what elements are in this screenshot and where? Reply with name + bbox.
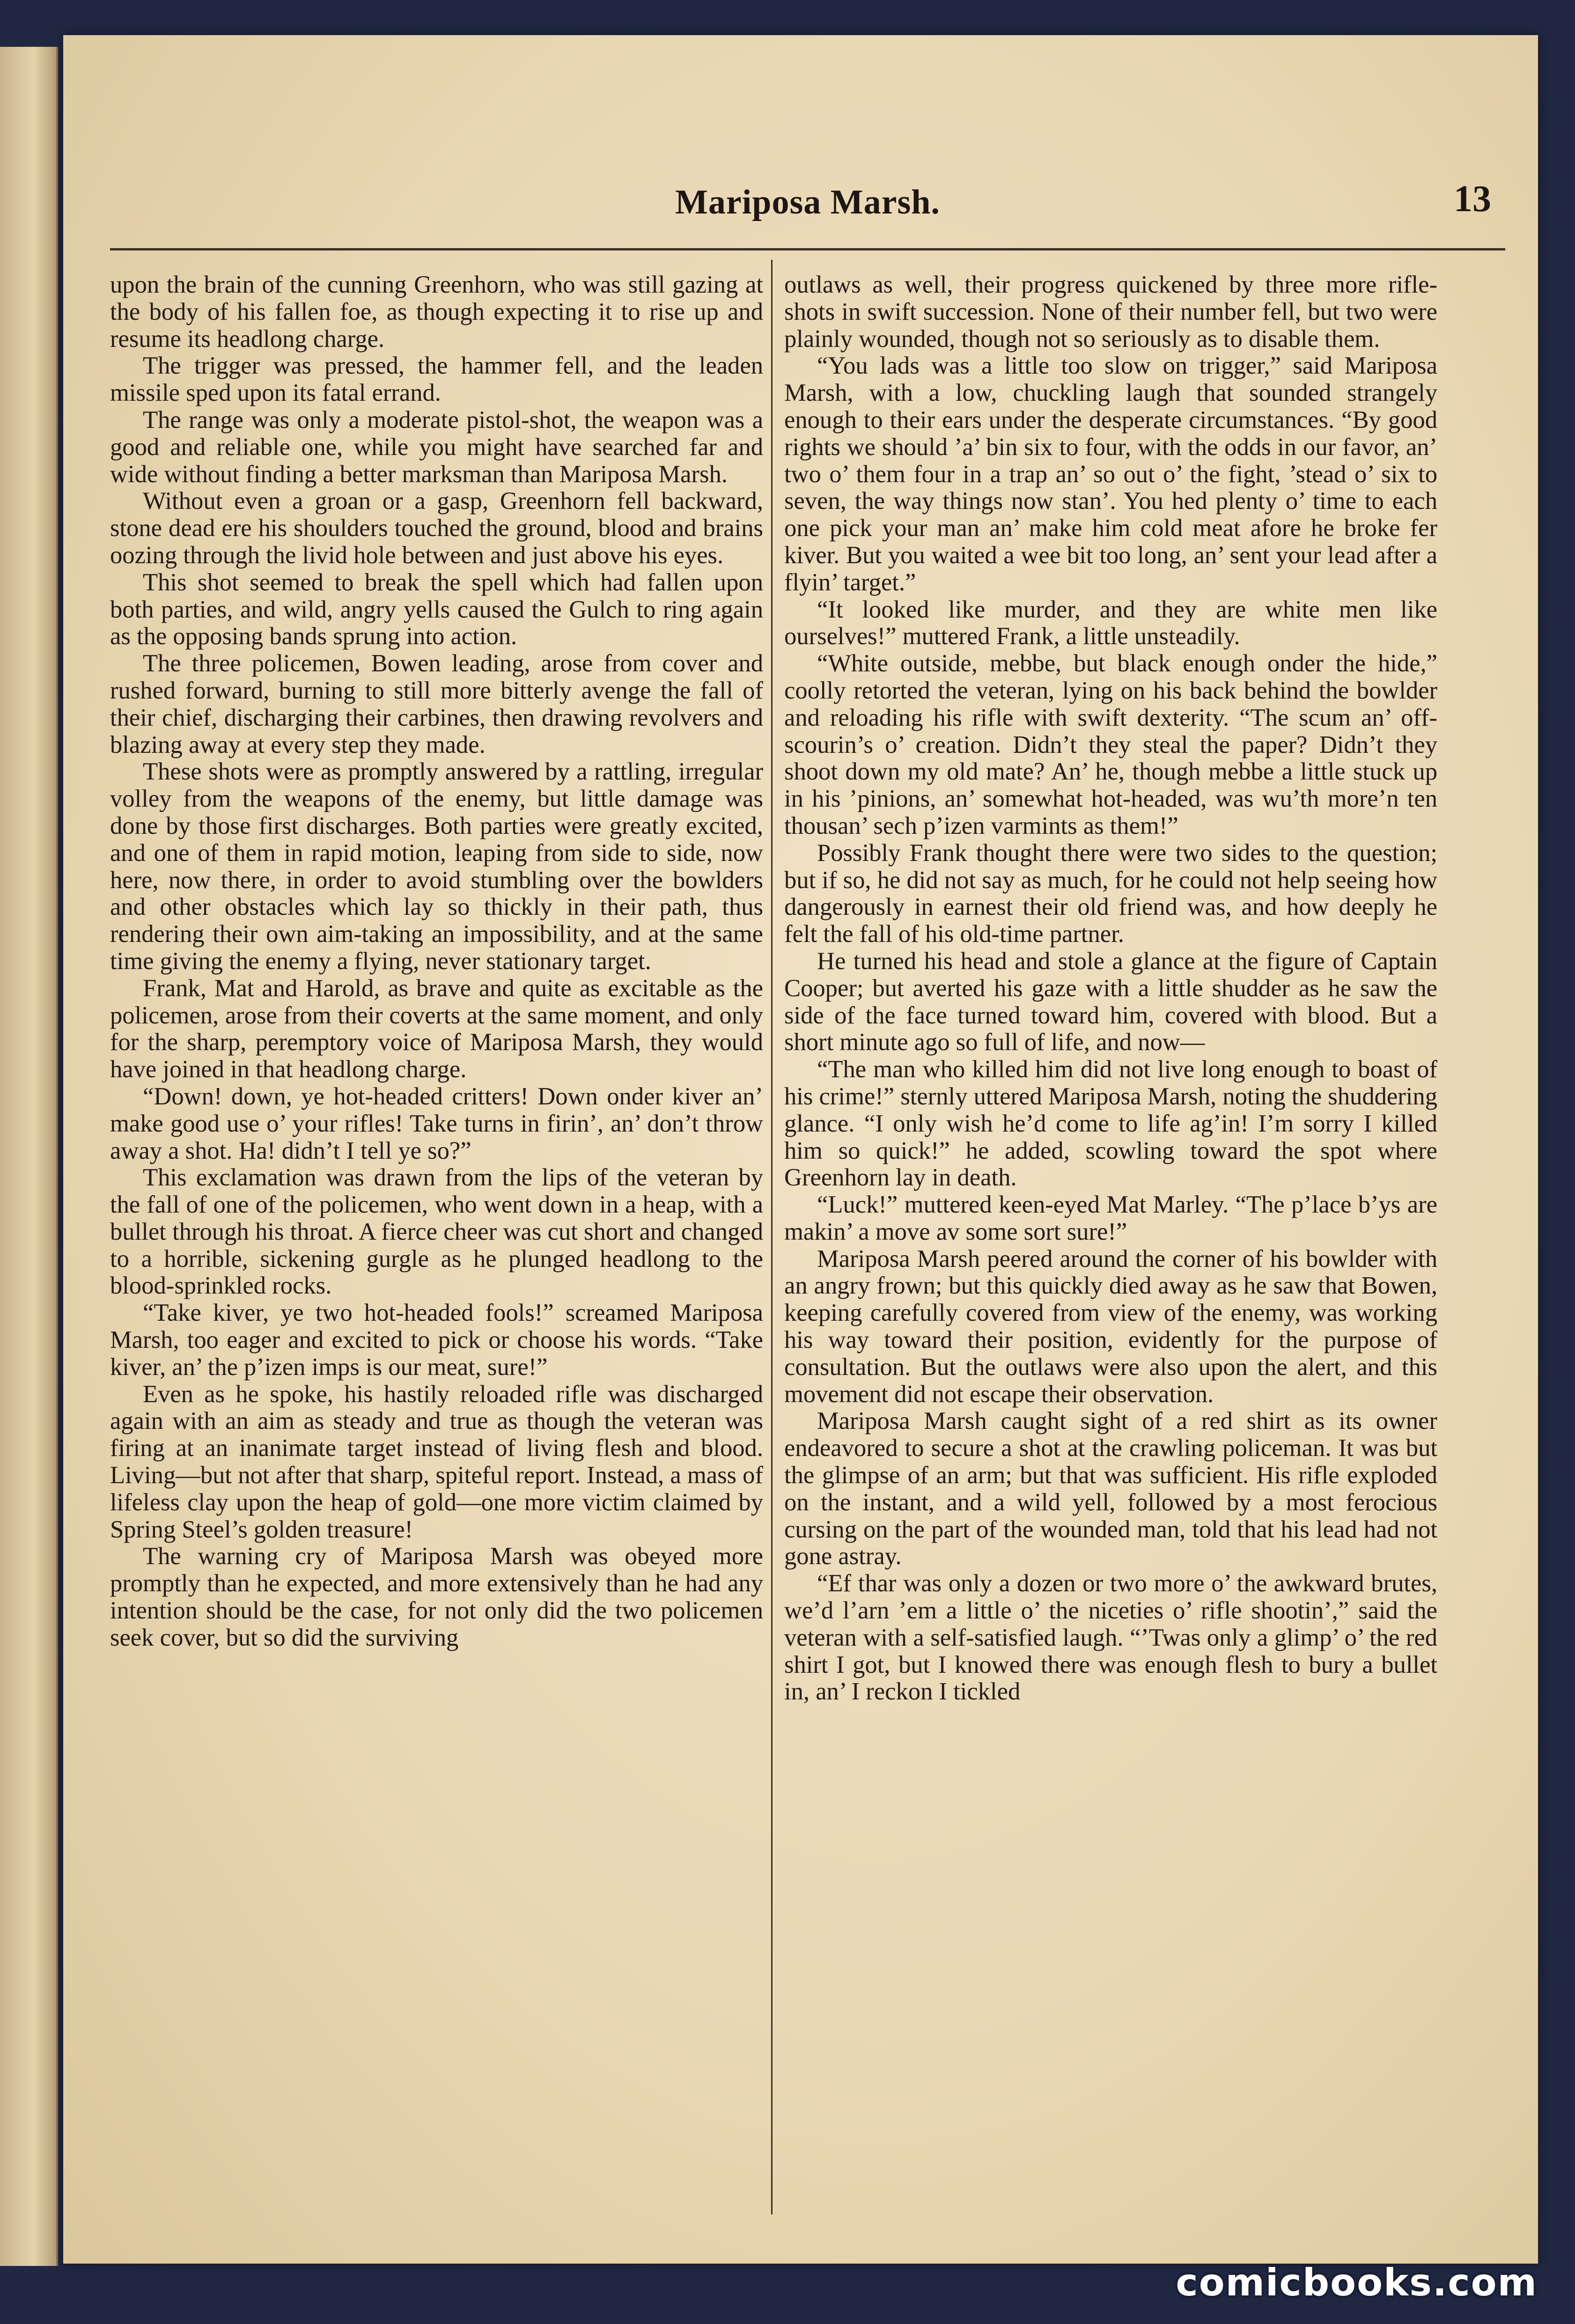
header-rule xyxy=(110,248,1505,250)
paragraph: The warning cry of Mariposa Marsh was obeyed more promptly than he expected, and more extensively than he had any intention should be the case, for not only did the two policemen seek cover, but so did the surviving xyxy=(110,1543,763,1651)
paragraph: Without even a groan or a gasp, Greenhorn fell backward, stone dead ere his shoulders touched the ground, blood and brains oozing through the livid hole between and just above his eyes. xyxy=(110,487,763,569)
column-divider xyxy=(771,260,773,2214)
paragraph: Even as he spoke, his hastily reloaded rifle was discharged again with an aim as steady and true as though the veteran was firing at an inanimate target instead of living flesh and blood. Living—but not after that sharp, spiteful report. Instead, a mass of lifeless clay upon the heap of gold—one more victim claimed by Spring Steel’s golden treasure! xyxy=(110,1380,763,1543)
previous-page-edge xyxy=(0,47,58,2266)
paragraph-continued: upon the brain of the cunning Greenhorn, who was still gazing at the body of his fallen foe, as though expecting it to rise up and resume its headlong charge. xyxy=(110,272,763,353)
running-title: Mariposa Marsh. xyxy=(675,183,940,221)
paragraph: He turned his head and stole a glance at the figure of Captain Cooper; but averted his gaze with a little shudder as he saw the side of the face turned toward him, covered with blood. But a short minute ago so full of life, and now— xyxy=(784,947,1437,1056)
watermark-logo: comicbooks.com xyxy=(1176,2261,1538,2304)
paragraph: Mariposa Marsh caught sight of a red shirt as its owner endeavored to secure a shot at the crawling policeman. It was but the glimpse of an arm; but that was sufficient. His rifle exploded on the instant, and a wild yell, followed by a most ferocious cursing on the part of the wounded man, told that his lead had not gone astray. xyxy=(784,1407,1437,1570)
paragraph: “Luck!” muttered keen-eyed Mat Marley. “The p’lace b’ys are makin’ a move av some sort sure!” xyxy=(784,1191,1437,1245)
paragraph: “White outside, mebbe, but black enough onder the hide,” coolly retorted the veteran, lying on his back behind the bowlder and reloading his rifle with swift dexterity. “The scum an’ off-scourin’s o’ creation. Didn’t they steal the paper? Didn’t they shoot down my old mate? An’ he, though mebbe a little stuck up in his ’pinions, an’ somewhat hot-headed, was wu’th more’n ten thousan’ sech p’izen varmints as them!” xyxy=(784,650,1437,839)
right-column xyxy=(784,272,1437,2210)
paragraph-continued: outlaws as well, their progress quickened by three more rifle-shots in swift succession. None of their number fell, but two were plainly wounded, though not so seriously as to disable them. xyxy=(784,272,1437,353)
paragraph: “Take kiver, ye two hot-headed fools!” screamed Mariposa Marsh, too eager and excited to pick or choose his words. “Take kiver, an’ the p’izen imps is our meat, sure!” xyxy=(110,1299,763,1381)
page-header xyxy=(110,150,1505,243)
paragraph: This shot seemed to break the spell which had fallen upon both parties, and wild, angry yells caused the Gulch to ring again as the opposing bands sprung into action. xyxy=(110,568,763,650)
paragraph: “The man who killed him did not live long enough to boast of his crime!” sternly uttered Mariposa Marsh, noting the shuddering glance. “I only wish he’d come to life ag’in! I’m sorry I killed him so quick!” he added, scowling toward the spot where Greenhorn lay in death. xyxy=(784,1056,1437,1191)
paragraph: Mariposa Marsh peered around the corner of his bowlder with an angry frown; but this quickly died away as he saw that Bowen, keeping carefully covered from view of the enemy, was working his way toward their position, evidently for the purpose of consultation. But the outlaws were also upon the alert, and this movement did not escape their observation. xyxy=(784,1245,1437,1408)
paragraph: Frank, Mat and Harold, as brave and quite as excitable as the policemen, arose from their coverts at the same moment, and only for the sharp, peremptory voice of Mariposa Marsh, they would have joined in that headlong charge. xyxy=(110,974,763,1083)
paragraph: “Down! down, ye hot-headed critters! Down onder kiver an’ make good use o’ your rifles! Take turns in firin’, an’ don’t throw away a shot. Ha! didn’t I tell ye so?” xyxy=(110,1082,763,1164)
paragraph: “Ef thar was only a dozen or two more o’ the awkward brutes, we’d l’arn ’em a little o’ the niceties o’ rifle shootin’,” said the veteran with a self-satisfied laugh. “’Twas only a glimp’ o’ the red shirt I got, but I knowed there was enough flesh to bury a bullet in, an’ I reckon I tickled xyxy=(784,1570,1437,1706)
left-column xyxy=(110,272,763,2210)
paragraph: “You lads was a little too slow on trigger,” said Mariposa Marsh, with a low, chuckling laugh that sounded strangely enough to their ears under the desperate circumstances. “By good rights we should ’a’ bin six to four, with the odds in our favor, an’ two o’ them four in a trap an’ so out o’ the fight, ’stead o’ six to seven, the way things now stan’. You hed plenty o’ time to each one pick your man an’ make him cold meat afore he broke fer kiver. But you waited a wee bit too long, an’ sent your lead after a flyin’ target.” xyxy=(784,352,1437,596)
magazine-page xyxy=(63,35,1538,2264)
paragraph: The three policemen, Bowen leading, arose from cover and rushed forward, burning to still more bitterly avenge the fall of their chief, discharging their carbines, then drawing revolvers and blazing away at every step they made. xyxy=(110,650,763,758)
paragraph: The range was only a moderate pistol-shot, the weapon was a good and reliable one, while you might have searched far and wide without finding a better marksman than Mariposa Marsh. xyxy=(110,406,763,488)
paragraph: These shots were as promptly answered by a rattling, irregular volley from the weapons of the enemy, but little damage was done by those first discharges. Both parties were greatly excited, and one of them in rapid motion, leaping from side to side, now here, now there, in order to avoid stumbling over the bowlders and other obstacles which lay so thickly in their path, thus rendering their own aim-taking an impossibility, and at the same time giving the enemy a flying, never stationary target. xyxy=(110,758,763,975)
paragraph: “It looked like murder, and they are white men like ourselves!” muttered Frank, a little unsteadily. xyxy=(784,596,1437,650)
paragraph: Possibly Frank thought there were two sides to the question; but if so, he did not say as much, for he could not help seeing how dangerously in earnest their old friend was, and how deeply he felt the fall of his old-time partner. xyxy=(784,839,1437,948)
paragraph: The trigger was pressed, the hammer fell, and the leaden missile sped upon its fatal errand. xyxy=(110,352,763,407)
page-number: 13 xyxy=(1454,178,1491,220)
paragraph: This exclamation was drawn from the lips of the veteran by the fall of one of the policemen, who went down in a heap, with a bullet through his throat. A fierce cheer was cut short and changed to a horrible, sickening gurgle as he plunged headlong to the blood-sprinkled rocks. xyxy=(110,1164,763,1300)
